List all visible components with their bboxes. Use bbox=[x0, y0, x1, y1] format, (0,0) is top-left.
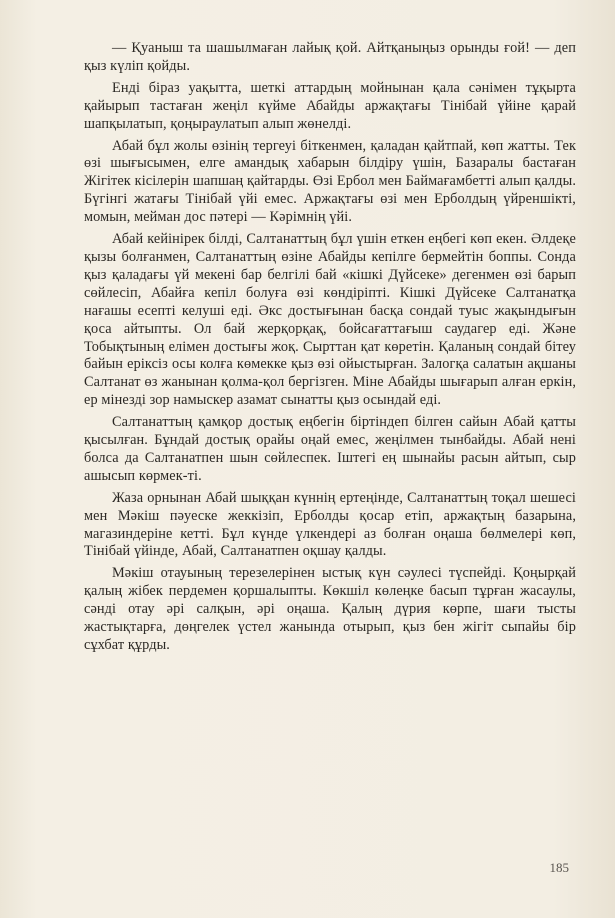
body-text bbox=[84, 40, 576, 659]
paragraph-2: Енді біраз уақытта, шеткі аттардың мойнынан қала сәнімен тұқырта қайырып тастаған жеңіл күйме Абайды аржақтағы Тінібай үйіне қарай шапқылатып, қоңыраулатып алып жөнелді. bbox=[84, 79, 576, 132]
paragraph-5: Салтанаттың қамқор достық еңбегін біртіндеп білген сайын Абай қатты қысылған. Бұндай достық орайы оңай емес, жеңілмен тынбайды. Абай нені болса да Салтанатпен шын сөйлеспек. Іштегі ең шынайы расын айтып, сыр ашысып көрмек-ті. bbox=[84, 414, 576, 484]
paragraph-3: Абай бұл жолы өзінің тергеуі біткенмен, қаладан қайтпай, көп жатты. Тек өзі шығысымен, елге амандық хабарын білдіру үшін, Базаралы бастаған Жігітек кісілерін шапшаң қайтарды. Өзі Ербол мен Баймағамбетті алып қалды. Бүгінгі жатағы Тінібай үйі емес. Аржақтағы өзі мен Ерболдың үйреншікті, момын, мейман дос пәтері — Кәрімнің үйі. bbox=[84, 137, 576, 226]
paragraph-6: Жаза орнынан Абай шыққан күннің ертеңінде, Салтанаттың тоқал шешесі мен Мәкіш пәуеске жеккізіп, Ерболды қосар етіп, аржақтың базарына, магазиндеріне кетті. Бұл күнде үлкендері аз болған оңаша бөлмелері көп, Тінібай үйінде, Абай, Салтанатпен оқшау қалды. bbox=[84, 489, 576, 560]
paragraph-7: Мәкіш отауының терезелерінен ыстық күн сәулесі түспейді. Қоңырқай қалың жібек пердемен қоршалыпты. Көкшіл көлеңке басып тұрған жасаулы, сәнді отау әрі салқын, әрі оңаша. Қалың дүрия көрпе, шағи тысты жастықтарға, дөңгелек үстел жанында отырып, қыз бен жігіт сыпайы бір сұхбат құрды. bbox=[84, 565, 576, 653]
paragraph-4: Абай кейінірек білді, Салтанаттың бұл үшін еткен еңбегі көп екен. Әлдеқе қызы болғанмен, Салтанаттың өзіне Абайды кепілге бермейтін боппы. Сонда қыз қаладағы үй мекені бар белгілі бай «кішкі Дүйсеке» дегенмен өзі барып сөйлесіп, Абайға кепіл болуға өзі көндіріпті. Кішкі Дүйсеке Салтанатқа нағашы есепті келуші еді. Әкс достығынан басқа сондай туыс жақындығын қоса айтыпты. Ол бай жерқорқақ, бойсағаттағыш саудагер еді. Және Тобықтының елімен достығы жоқ. Сырттан қат көретін. Қаланың сондай бітеу байын еріксіз осы колға көмекке қыз өзі ойыстырған. Залогқа салатын ақшаны Салтанат өз жанынан қолма-қол бергізген. Міне Абайды шығарып алған еркін, ер мінезді зор намыскер азамат сынатты қыз осындай еді. bbox=[84, 231, 576, 409]
paragraph-1: — Қуаныш та шашылмаған лайық қой. Айтқаныңыз орынды ғой! — деп қыз күліп қойды. bbox=[84, 40, 576, 74]
page-number: 185 bbox=[549, 860, 569, 875]
